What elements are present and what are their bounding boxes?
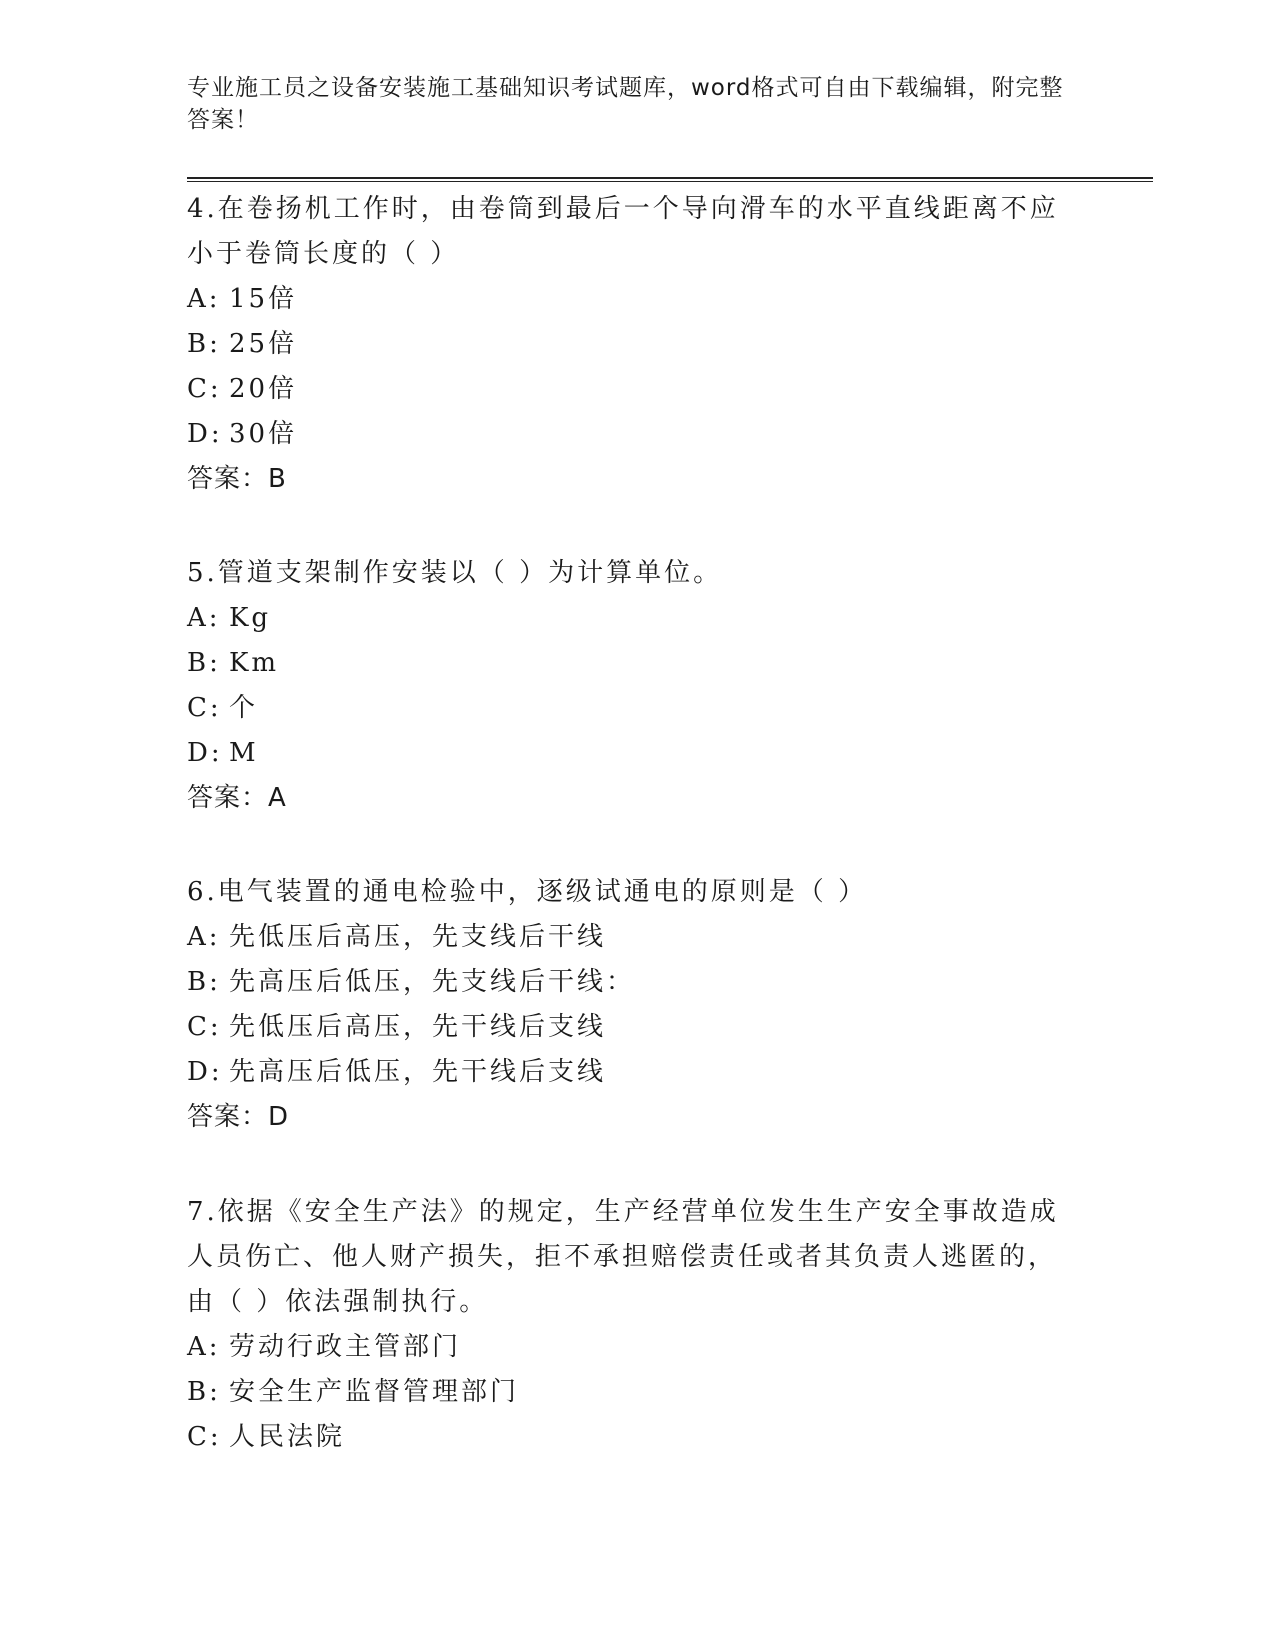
document-header: 专业施工员之设备安装施工基础知识考试题库，word格式可自由下载编辑，附完整答案！ bbox=[187, 75, 1064, 133]
option-letter: A: bbox=[187, 284, 221, 314]
question-stem: 7.依据《安全生产法》的规定，生产经营单位发生生产安全事故造成人员伤亡、他人财产损失，拒不承担赔偿责任或者其负责人逃匿的，由（ ）依法强制执行。 bbox=[187, 1197, 1059, 1317]
option-letter: C: bbox=[187, 1012, 222, 1042]
option-c bbox=[187, 367, 1067, 412]
option-letter: A: bbox=[187, 603, 221, 633]
option-letter: D: bbox=[187, 419, 223, 449]
option-letter: C: bbox=[187, 374, 222, 404]
option-c bbox=[187, 1005, 1067, 1050]
option-text: 个 bbox=[229, 693, 259, 723]
option-text: M bbox=[229, 738, 259, 768]
option-d bbox=[187, 1050, 1067, 1095]
option-c bbox=[187, 686, 1067, 731]
option-text: 先低压后高压，先干线后支线 bbox=[229, 1012, 607, 1042]
answer-line: 答案：A bbox=[187, 783, 287, 813]
question-stem: 6.电气装置的通电检验中，逐级试通电的原则是（ ） bbox=[187, 877, 868, 907]
option-letter: B: bbox=[187, 648, 221, 678]
option-text: 30倍 bbox=[229, 419, 298, 449]
option-a bbox=[187, 277, 1067, 322]
option-text: 20倍 bbox=[229, 374, 298, 404]
option-letter: A: bbox=[187, 1332, 221, 1362]
option-letter: B: bbox=[187, 329, 221, 359]
option-text: 15倍 bbox=[229, 284, 298, 314]
option-letter: D: bbox=[187, 1057, 223, 1087]
question-stem: 4.在卷扬机工作时，由卷筒到最后一个导向滑车的水平直线距离不应小于卷筒长度的（ ） bbox=[187, 194, 1059, 269]
option-text: 安全生产监督管理部门 bbox=[229, 1377, 520, 1407]
option-letter: C: bbox=[187, 693, 222, 723]
option-letter: A: bbox=[187, 922, 221, 952]
question-6 bbox=[187, 870, 1067, 1140]
option-c bbox=[187, 1415, 1067, 1460]
option-b bbox=[187, 641, 1067, 686]
option-letter: D: bbox=[187, 738, 223, 768]
option-a bbox=[187, 915, 1067, 960]
question-4 bbox=[187, 187, 1067, 502]
option-d bbox=[187, 412, 1067, 457]
option-d bbox=[187, 731, 1067, 776]
option-text: Km bbox=[229, 648, 280, 678]
option-text: 先低压后高压，先支线后干线 bbox=[229, 922, 607, 952]
question-7 bbox=[187, 1190, 1067, 1460]
option-letter: C: bbox=[187, 1422, 222, 1452]
question-5 bbox=[187, 551, 1067, 821]
option-b bbox=[187, 1370, 1067, 1415]
option-text: Kg bbox=[229, 603, 272, 633]
option-a bbox=[187, 1325, 1067, 1370]
answer-line: 答案：D bbox=[187, 1102, 290, 1132]
question-stem: 5.管道支架制作安装以（ ）为计算单位。 bbox=[187, 558, 723, 588]
option-text: 25倍 bbox=[229, 329, 298, 359]
option-text: 先高压后低压，先干线后支线 bbox=[229, 1057, 607, 1087]
option-a bbox=[187, 596, 1067, 641]
option-text: 劳动行政主管部门 bbox=[229, 1332, 462, 1362]
option-letter: B: bbox=[187, 1377, 221, 1407]
option-b bbox=[187, 960, 1067, 1005]
option-text: 人民法院 bbox=[229, 1422, 346, 1452]
answer-line: 答案：B bbox=[187, 464, 287, 494]
option-b bbox=[187, 322, 1067, 367]
option-text: 先高压后低压，先支线后干线： bbox=[229, 967, 636, 997]
header-divider bbox=[187, 177, 1153, 182]
option-letter: B: bbox=[187, 967, 221, 997]
